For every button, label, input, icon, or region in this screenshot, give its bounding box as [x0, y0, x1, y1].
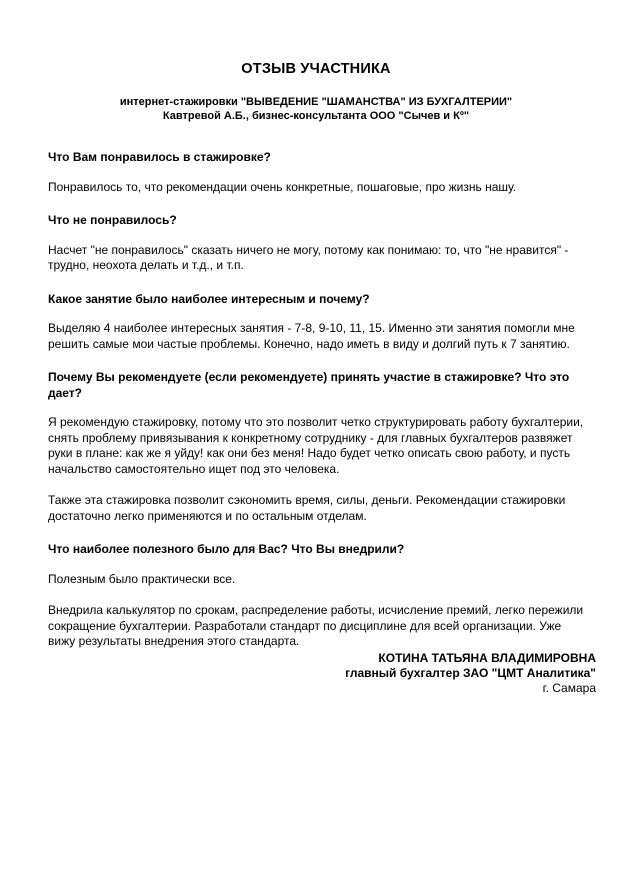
question-1: Что Вам понравилось в стажировке? — [48, 150, 271, 164]
question-3: Какое занятие было наиболее интересным и почему? — [48, 291, 370, 306]
signature-block — [345, 651, 596, 696]
answer-2-paragraph-1: Насчет "не понравилось" сказать ничего не могу, потому как понимаю: то, что "не нравится" - трудно, неохота делать и т.д., и т.п. — [48, 242, 569, 272]
answer-3-paragraph-1: Выделяю 4 наиболее интересных занятия - 7-8, 9-10, 11, 15. Именно эти занятия помогли мне решить самые мои частые проблемы. Конечно, надо иметь в виду и долгий путь к 7 занятию. — [48, 321, 575, 351]
document-title: ОТЗЫВ УЧАСТНИКА — [241, 61, 391, 77]
signer-position: главный бухгалтер ЗАО "ЦМТ Аналитика" — [345, 666, 596, 680]
signer-name: КОТИНА ТАТЬЯНА ВЛАДИМИРОВНА — [378, 651, 596, 665]
signer-city: г. Самара — [542, 681, 596, 695]
answer-4-paragraph-2: Также эта стажировка позволит сэкономить время, силы, деньги. Рекомендации стажировки достаточно легко применяются и по остальным отделам. — [48, 493, 566, 523]
subtitle-line-1: интернет-стажировки "ВЫВЕДЕНИЕ "ШАМАНСТВА" ИЗ БУХГАЛТЕРИИ" — [119, 96, 513, 108]
answer-5-paragraph-2: Внедрила калькулятор по срокам, распределение работы, исчисление премий, легко пережили сокращение бухгалтерии. Разработали стандарт по дисциплине для всей организации. Уже вижу результаты внедрения этого стандарта. — [48, 603, 584, 648]
question-4: Почему Вы рекомендуете (если рекомендуете) принять участие в стажировке? Что это дает? — [48, 370, 570, 400]
answer-5-paragraph-1: Полезным было практически все. — [48, 571, 236, 586]
question-5: Что наиболее полезного было для Вас? Что Вы внедрили? — [48, 542, 405, 556]
answer-4-paragraph-1: Я рекомендую стажировку, потому что это позволит четко структурировать работу бухгалтерии, снять проблему привязывания к конкретному сотруднику - для главных бухгалтеров развяжет руки в плане: как же я уйду! как они без меня! Надо будет четко описать свою работу, и пусть начальство самостоятельно ищет под это человека. — [48, 415, 584, 476]
review-body — [48, 150, 588, 650]
answer-1-paragraph-1: Понравилось то, что рекомендации очень конкретные, пошаговые, про жизнь нашу. — [48, 179, 517, 194]
subtitle-line-2: Кавтревой А.Б., бизнес-консультанта ООО "Сычев и Кº" — [162, 110, 470, 122]
document-subtitle — [0, 95, 632, 123]
question-2: Что не понравилось? — [48, 213, 177, 227]
